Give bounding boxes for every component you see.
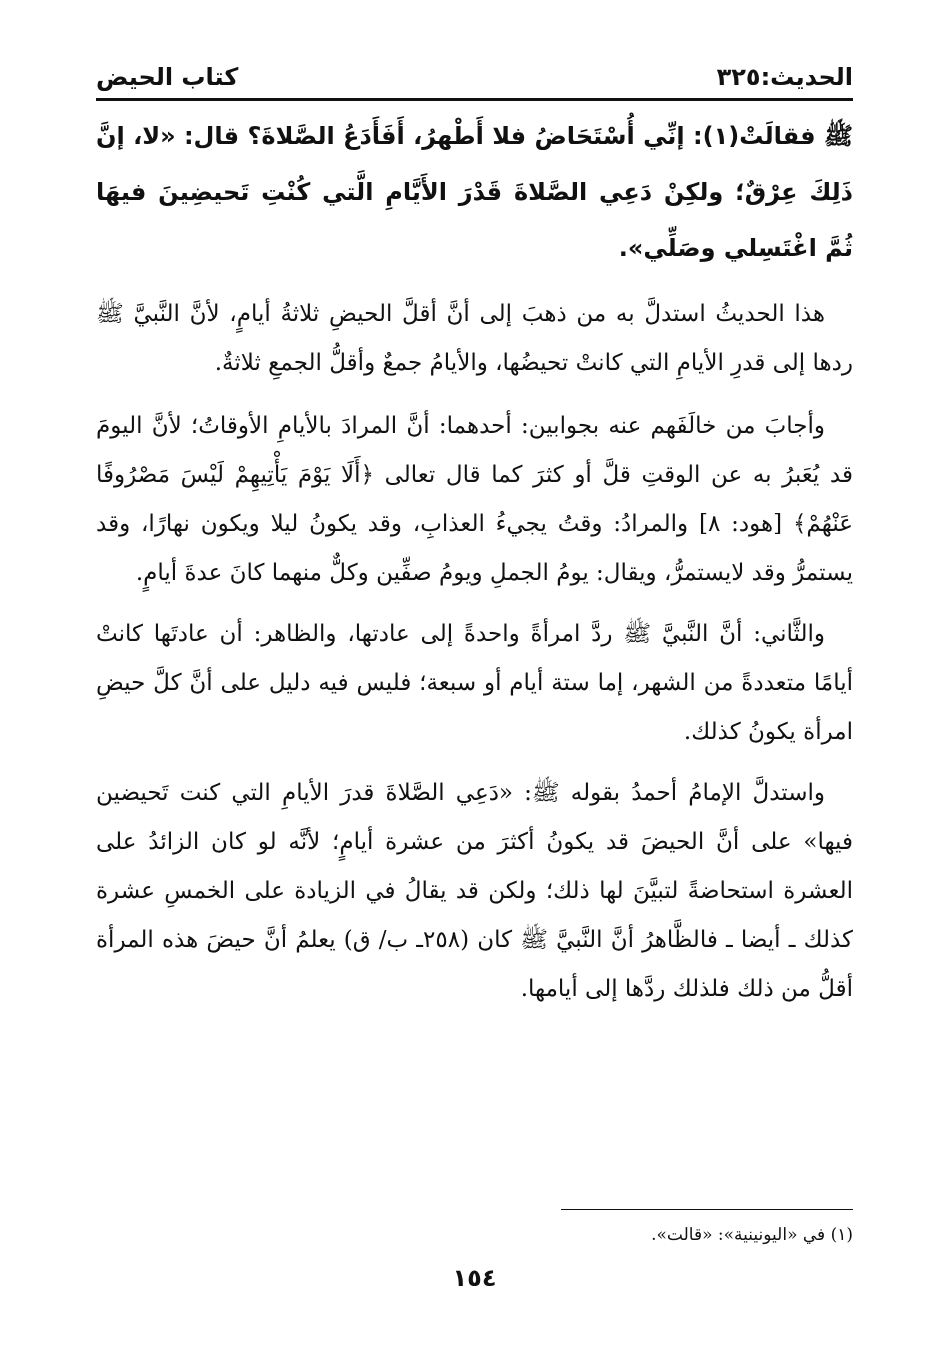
main-text bbox=[96, 108, 853, 1026]
paragraph-commentary-2: وأجابَ من خالَفَهم عنه بجوابين: أحدهما: أنَّ المرادَ بالأيامِ الأوقاتُ؛ لأنَّ اليومَ قد يُعَبرُ به عن الوقتِ قلَّ أو كثرَ كما قال تعالى ﴿أَلَا يَوْمَ يَأْتِيهِمْ لَيْسَ مَصْرُوفًا عَنْهُمْ﴾ [هود: ٨] والمرادُ: وقتُ يجيءُ العذابِ، وقد يكونُ ليلا ويكون نهارًا، وقد يستمرُّ وقد لايستمرُّ، ويقال: يومُ الجملِ ويومُ صفِّين وكلٌّ منهما كانَ عدةَ أيامٍ. bbox=[96, 413, 854, 586]
book-title: كتاب الحيض bbox=[96, 63, 239, 91]
running-header bbox=[96, 60, 853, 94]
paragraph-commentary-1: هذا الحديثُ استدلَّ به من ذهبَ إلى أنَّ أقلَّ الحيضِ ثلاثةُ أيامٍ، لأنَّ النَّبيَّ ﷺ ردها إلى قدرِ الأيامِ التي كانتْ تحيضُها، والأيامُ جمعٌ وأقلُّ الجمعِ ثلاثةٌ. bbox=[96, 301, 853, 376]
footnote-rule bbox=[561, 1209, 853, 1210]
hadith-number-label: الحديث:٣٢٥ bbox=[716, 63, 853, 91]
page-number: ١٥٤ bbox=[452, 1264, 497, 1292]
paragraph-commentary-3: والثَّاني: أنَّ النَّبيَّ ﷺ ردَّ امرأةً واحدةً إلى عادتها، والظاهر: أن عادتَها كانتْ أيامًا متعددةً من الشهر، إما ستة أيام أو سبعة؛ فليس فيه دليل على أنَّ كلَّ حيضِ امرأة يكونُ كذلك. bbox=[96, 621, 853, 745]
paragraph-commentary-4: واستدلَّ الإمامُ أحمدُ بقوله ﷺ: «دَعِي الصَّلاةَ قدرَ الأيامِ التي كنت تَحيضين فيها» على أنَّ الحيضَ قد يكونُ أكثرَ من عشرة أيامٍ؛ لأنَّه لو كان الزائدُ على العشرة استحاضةً لتبيَّنَ لها ذلك؛ ولكن قد يقالُ في الزيادة على الخمسِ عشرة كذلك ـ أيضا ـ فالظَّاهرُ أنَّ النَّبيَّ ﷺ كان (٢٥٨ـ ب/ ق) يعلمُ أنَّ حيضَ هذه المرأة أقلُّ من ذلك فلذلك ردَّها إلى أيامها. bbox=[96, 780, 853, 1002]
header-rule bbox=[96, 98, 853, 101]
hadith-text: ﷺ فقالَتْ(١): إنِّي أُسْتَحَاضُ فلا أَطْهرُ، أَفَأَدَعُ الصَّلاةَ؟ قال: «لا، إنَّ ذَلِكَ عِرْقٌ؛ ولكِنْ دَعِي الصَّلاةَ قَدْرَ الأَيَّامِ الَّتي كُنْتِ تَحيضِينَ فيهَا ثُمَّ اغْتَسِلي وصَلِّي». bbox=[96, 122, 853, 262]
footnote: (١) في «اليونينية»: «قالت». bbox=[651, 1225, 853, 1245]
